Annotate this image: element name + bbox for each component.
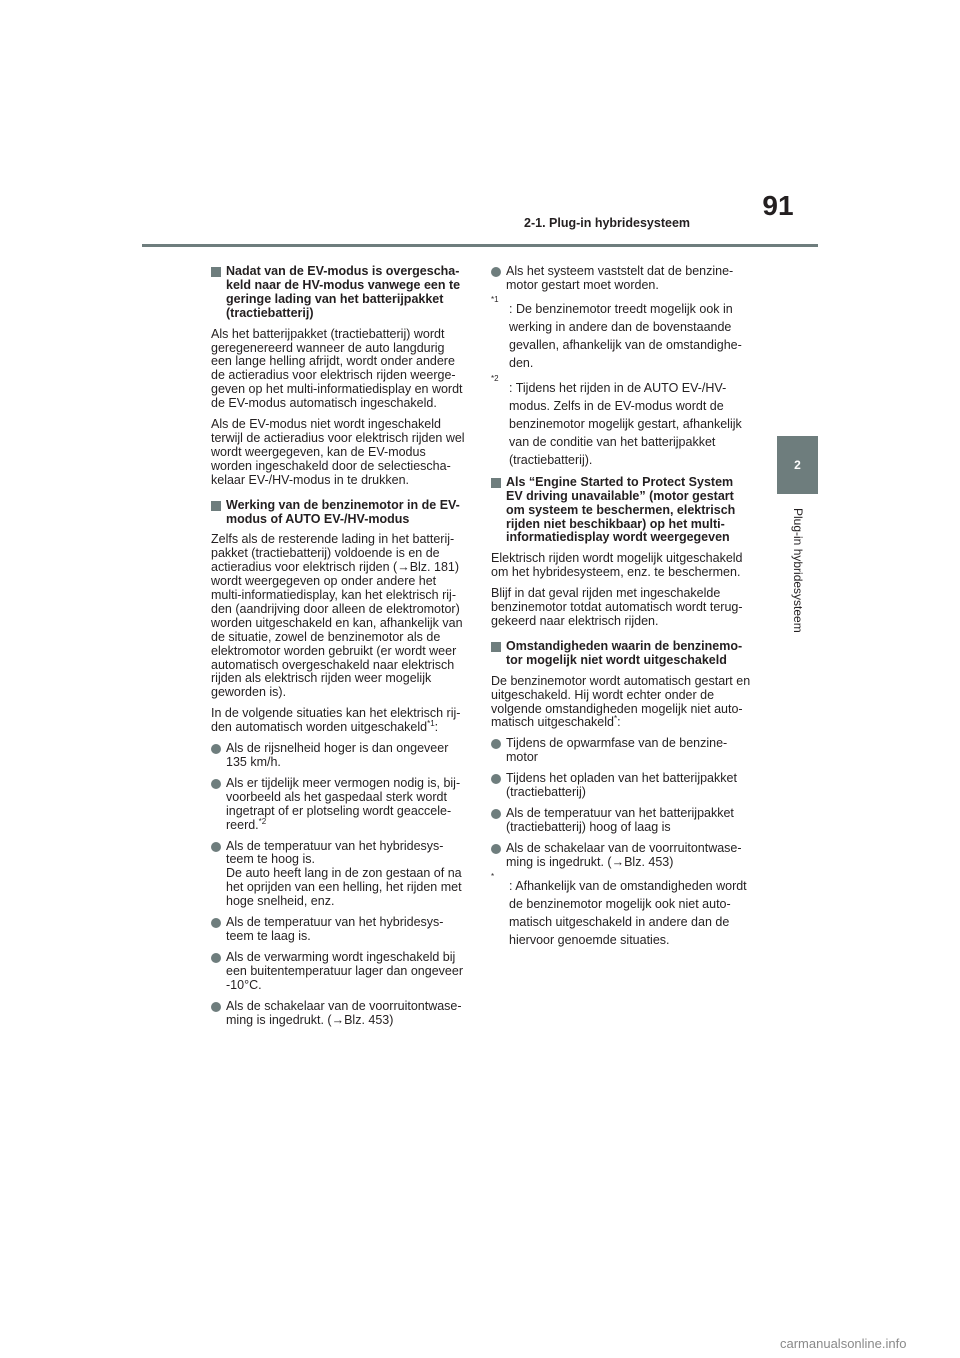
round-bullet-icon — [211, 1002, 221, 1012]
list-item-detail: De auto heeft lang in de zon gestaan of na het oprijden van een helling, het rijden met hoge snelheid, enz. — [226, 866, 462, 909]
paragraph: Elektrisch rijden wordt mogelijk uitgeschakeld om het hybridesysteem, enz. te beschermen. — [491, 551, 743, 580]
paragraph: Zelfs als de resterende lading in het batterij-pakket (tractiebatterij) voldoende is en de actieradius voor elektrisch rijden (→Blz. 181) wordt weergegeven op onder andere het multi-informatiedisplay, kan het elektrisch rij-den (aandrijving door alleen de elektromotor) worden uitgeschakeld en kan, afhankelijk van de situatie, zowel de benzinemotor als de elektromotor worden gebruikt (er wordt weer automatisch overgeschakeld naar elektrisch rijden als elektrisch rijden weer mogelijk geworden is). — [211, 532, 463, 700]
section-heading — [211, 499, 467, 527]
chapter-tab: 2 — [777, 436, 818, 494]
paragraph: Als het batterijpakket (tractiebatterij) wordt geregenereerd wanneer de auto langdurig een lange helling afrijdt, wordt onder andere de actieradius voor elektrisch rijden weerge-geven op het multi-informatiedisplay en wordt de EV-modus automatisch ingeschakeld. — [211, 326, 463, 411]
heading-text: Als “Engine Started to Protect System EV driving unavailable” (motor gestart om systeem te beschermen, elektrisch rijden niet beschikbaar) op het multi-informatiedisplay wordt weergegeven — [506, 474, 736, 545]
list-item — [491, 737, 753, 765]
list-item-text: Als er tijdelijk meer vermogen nodig is, bij-voorbeeld als het gaspedaal sterk wordt ingetrapt of er plotseling wordt geaccele-reerd. — [226, 775, 461, 832]
list-item-text: Als de schakelaar van de voorruitontwase-ming is ingedrukt. (→Blz. 453) — [506, 840, 742, 869]
round-bullet-icon — [491, 774, 501, 784]
list-item — [211, 916, 467, 944]
footnote-ref: * — [613, 714, 618, 724]
list-item-text: Tijdens het opladen van het batterijpakket (tractiebatterij) — [506, 771, 737, 800]
square-bullet-icon — [491, 478, 501, 488]
list-item — [491, 265, 753, 293]
list-item — [491, 807, 753, 835]
section-heading — [211, 265, 467, 321]
square-bullet-icon — [491, 642, 501, 652]
section-heading — [491, 640, 753, 668]
paragraph: Blijf in dat geval rijden met ingeschakelde benzinemotor totdat automatisch wordt terug-gekeerd naar elektrisch rijden. — [491, 586, 743, 628]
list-item — [211, 742, 467, 770]
list-item — [211, 951, 467, 993]
section-title: 2-1. Plug-in hybridesysteem — [524, 216, 691, 230]
section-heading — [491, 476, 753, 546]
round-bullet-icon — [211, 953, 221, 963]
round-bullet-icon — [491, 739, 501, 749]
paragraph-end: : — [434, 720, 439, 735]
round-bullet-icon — [211, 842, 221, 852]
footnote-ref: *2 — [258, 816, 267, 826]
footnote-text: : De benzinemotor treedt mogelijk ook in werking in andere dan de bovenstaande gevallen, afhankelijk van de omstandighe-den. — [509, 301, 742, 370]
header-rule — [142, 244, 818, 247]
left-column — [211, 265, 467, 1034]
list-item-text: Als de verwarming wordt ingeschakeld bij een buitentemperatuur lager dan ongeveer -10°C. — [226, 949, 463, 992]
heading-text: Werking van de benzinemotor in de EV-modus of AUTO EV-/HV-modus — [226, 497, 460, 526]
paragraph — [491, 675, 753, 731]
list-item-text: Als de temperatuur van het batterijpakket (tractiebatterij) hoog of laag is — [506, 805, 734, 834]
watermark: carmanualsonline.info — [780, 1336, 907, 1351]
list-item — [491, 772, 753, 800]
chapter-label: Plug-in hybridesysteem — [791, 508, 805, 633]
round-bullet-icon — [491, 809, 501, 819]
footnote-text: : Tijdens het rijden in de AUTO EV-/HV-modus. Zelfs in de EV-modus wordt de benzinemotor mogelijk gestart, afhankelijk van de conditie van het batterijpakket (tractiebatterij). — [509, 380, 742, 467]
right-column — [491, 265, 753, 956]
square-bullet-icon — [211, 501, 221, 511]
list-item-text: Als de schakelaar van de voorruitontwase-ming is ingedrukt. (→Blz. 453) — [226, 998, 462, 1027]
footnote: * : Afhankelijk van de omstandigheden wordt de benzinemotor mogelijk ook niet auto-matisch uitgeschakeld in andere dan de hiervoor genoemde situaties. — [491, 871, 747, 947]
round-bullet-icon — [211, 918, 221, 928]
list-item-text: Als het systeem vaststelt dat de benzine-motor gestart moet worden. — [506, 264, 734, 292]
page-number: 91 — [762, 190, 794, 221]
round-bullet-icon — [491, 844, 501, 854]
list-item — [491, 842, 753, 870]
footnote: *1 : De benzinemotor treedt mogelijk ook in werking in andere dan de bovenstaande gevallen, afhankelijk van de omstandighe-den. — [491, 294, 742, 370]
round-bullet-icon — [211, 744, 221, 754]
list-item-text: Als de temperatuur van het hybridesys-teem te hoog is. — [226, 838, 444, 867]
footnote-text: : Afhankelijk van de omstandigheden wordt de benzinemotor mogelijk ook niet auto-matisch uitgeschakeld in andere dan de hiervoor genoemde situaties. — [509, 878, 747, 947]
footnote: *2 : Tijdens het rijden in de AUTO EV-/HV-modus. Zelfs in de EV-modus wordt de benzinemotor mogelijk gestart, afhankelijk van de conditie van het batterijpakket (tractiebatterij). — [491, 373, 742, 467]
heading-text: Nadat van de EV-modus is overgescha-keld naar de HV-modus vanwege een te geringe lading van het batterijpakket (tractiebatterij) — [226, 264, 461, 320]
list-item — [211, 1000, 467, 1028]
list-item-text: Tijdens de opwarmfase van de benzine-motor — [506, 736, 728, 765]
list-item — [211, 777, 467, 833]
round-bullet-icon — [211, 779, 221, 789]
square-bullet-icon — [211, 267, 221, 277]
paragraph-text: In de volgende situaties kan het elektrisch rij-den automatisch worden uitgeschakeld — [211, 706, 461, 735]
round-bullet-icon — [491, 267, 501, 277]
heading-text: Omstandigheden waarin de benzinemo-tor mogelijk niet wordt uitgeschakeld — [506, 638, 743, 667]
list-item-text: Als de rijsnelheid hoger is dan ongeveer 135 km/h. — [226, 741, 449, 769]
paragraph-end: : — [617, 715, 621, 730]
list-item — [211, 840, 467, 910]
footnote-ref: *1 — [427, 719, 435, 729]
paragraph: Als de EV-modus niet wordt ingeschakeld terwijl de actieradius voor elektrisch rijden wel wordt weergegeven, kan de EV-modus worden ingeschakeld door de selectiescha-kelaar EV-/HV-modus in te drukken. — [211, 417, 465, 487]
paragraph — [211, 707, 467, 735]
list-item-text: Als de temperatuur van het hybridesys-teem te laag is. — [226, 915, 444, 943]
paragraph-text: De benzinemotor wordt automatisch gestart en uitgeschakeld. Hij wordt echter onder de volgende omstandigheden mogelijk niet auto-matisch uitgeschakeld — [491, 673, 751, 730]
